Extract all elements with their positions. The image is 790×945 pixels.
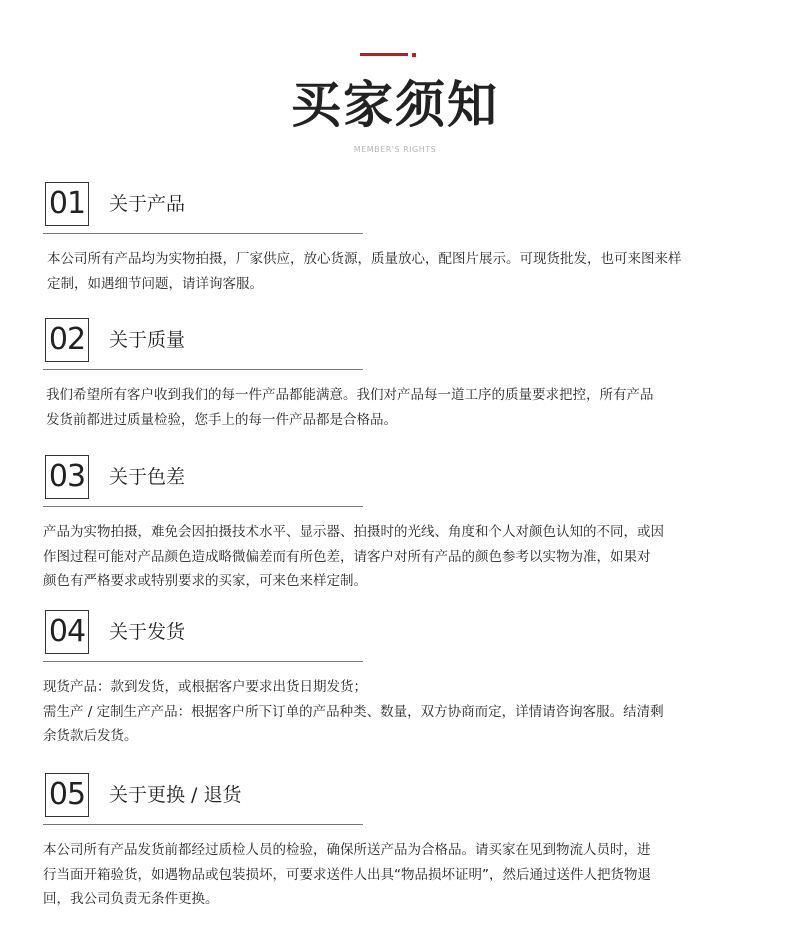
section-title: 关于色差 (109, 466, 186, 488)
section-body (43, 838, 651, 912)
section-divider (43, 506, 363, 507)
body-line: 需生产 / 定制生产产品：根据客户所下订单的产品种类、数量，双方协商而定，详情请咨询客服。结清剩 (43, 703, 664, 720)
section-divider (43, 824, 363, 825)
section-body (43, 520, 664, 594)
section-body (47, 247, 682, 296)
section-title: 关于质量 (109, 329, 186, 351)
section-divider (43, 661, 363, 662)
section-title: 关于更换 / 退货 (109, 784, 242, 806)
title-accent-bar (360, 53, 408, 56)
section-divider (43, 369, 363, 370)
body-line: 本公司所有产品发货前都经过质检人员的检验，确保所送产品为合格品。请买家在见到物流人员时，进 (43, 842, 651, 858)
section-number-badge: 05 (45, 773, 89, 817)
section-title: 关于发货 (109, 621, 186, 643)
body-line: 定制，如遇细节问题，请详询客服。 (47, 275, 263, 292)
body-line: 现货产品：款到发货，或根据客户要求出货日期发货； (43, 679, 367, 695)
title-accent-dot (412, 53, 416, 57)
body-line: 发货前都进过质量检验，您手上的每一件产品都是合格品。 (46, 411, 397, 428)
page-subtitle: MEMBER'S RIGHTS (353, 145, 437, 154)
section-body (46, 383, 654, 432)
section-title: 关于产品 (109, 193, 186, 215)
body-line: 我们希望所有客户收到我们的每一件产品都能满意。我们对产品每一道工序的质量要求把控，所有产品 (46, 387, 654, 403)
body-line: 产品为实物拍摄，难免会因拍摄技术水平、显示器、拍摄时的光线、角度和个人对颜色认知的不同，或因 (43, 524, 664, 540)
body-line: 余货款后发货。 (43, 728, 138, 744)
body-line: 本公司所有产品均为实物拍摄，厂家供应，放心货源，质量放心，配图片展示。可现货批发，也可来图来样 (47, 251, 682, 267)
section-divider (43, 233, 363, 234)
section-number-badge: 01 (45, 182, 89, 226)
section-number-badge: 04 (45, 610, 89, 654)
page-title: 买家须知 (291, 76, 499, 134)
body-line: 颜色有严格要求或特别要求的买家，可来色来样定制。 (43, 573, 367, 589)
body-line: 回，我公司负责无条件更换。 (43, 891, 219, 907)
section-body (43, 675, 664, 749)
body-line: 行当面开箱验货，如遇物品或包装损坏，可要求送件人出具“物品损坏证明”，然后通过送件人把货物退 (43, 866, 651, 883)
section-number-badge: 03 (45, 455, 89, 499)
section-number-badge: 02 (45, 318, 89, 362)
body-line: 作图过程可能对产品颜色造成略微偏差而有所色差，请客户对所有产品的颜色参考以实物为准，如果对 (43, 548, 651, 565)
